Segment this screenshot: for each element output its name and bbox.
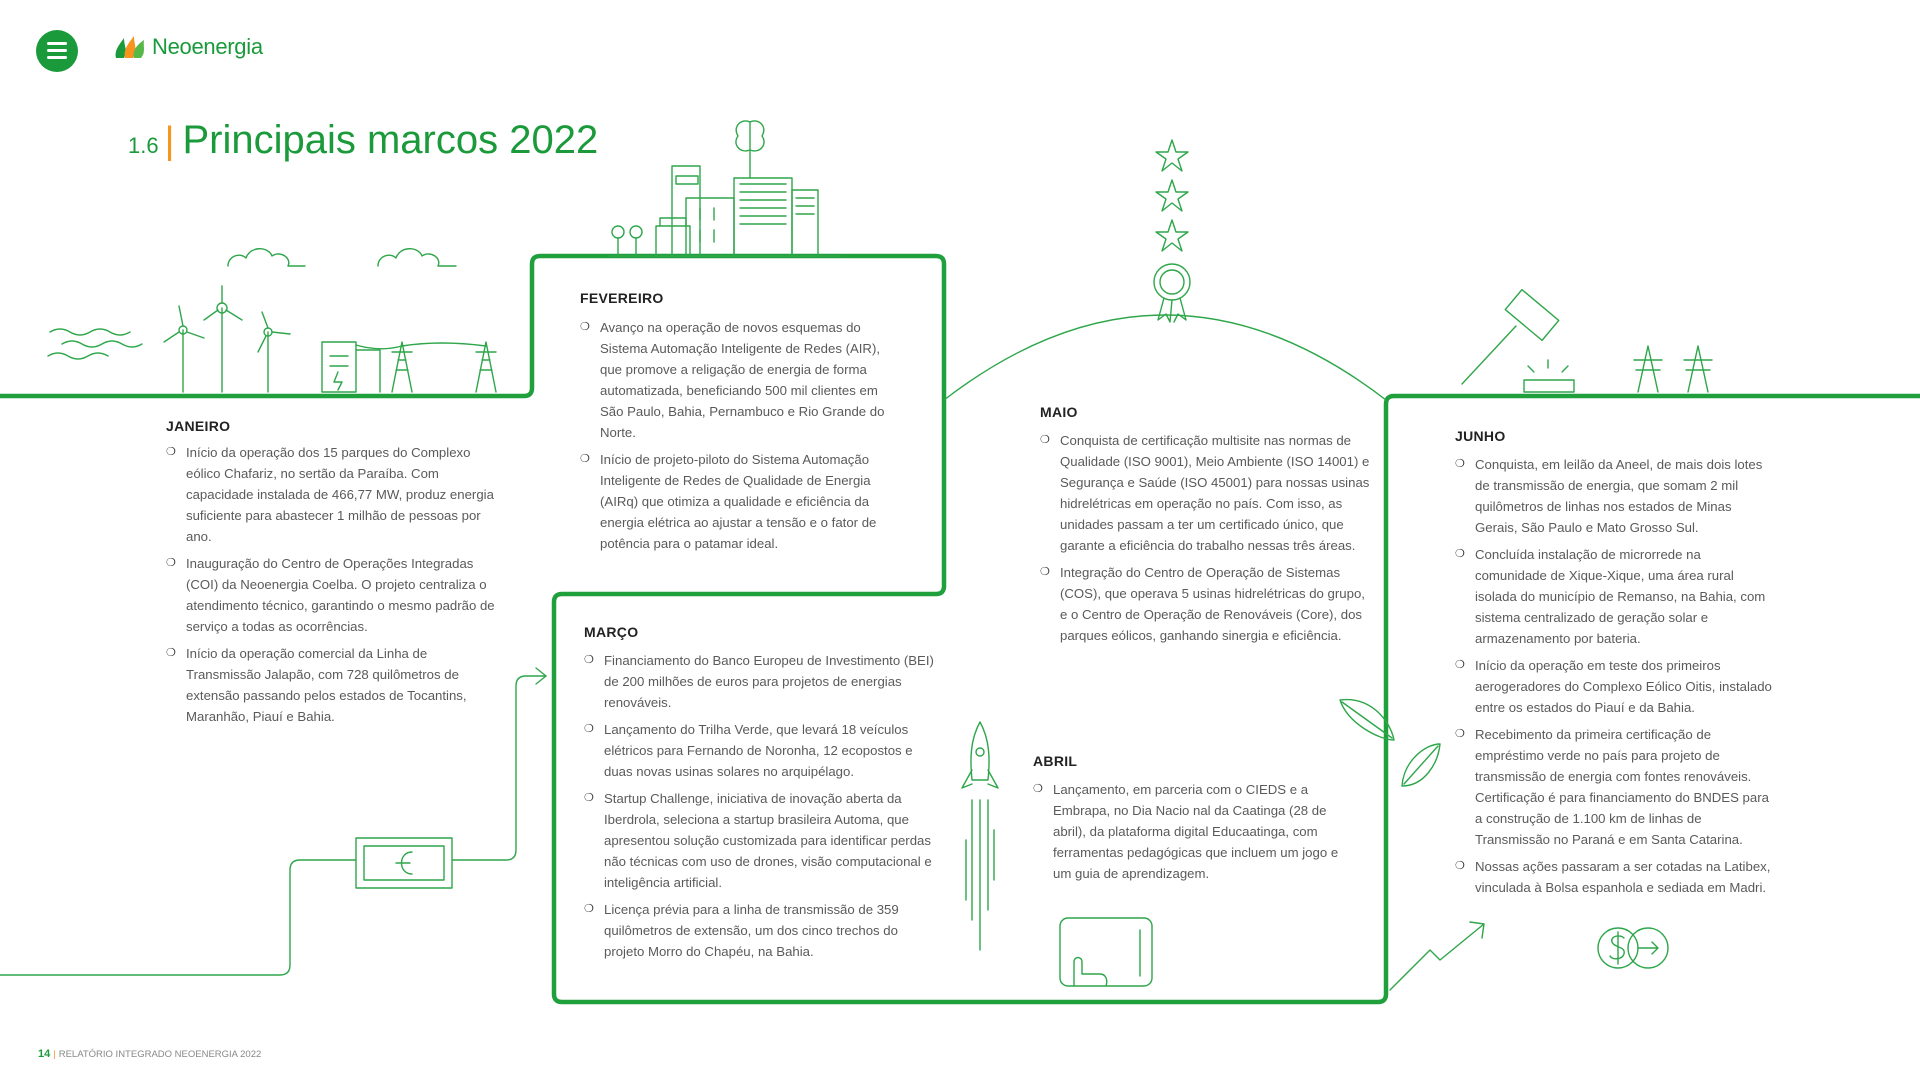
month-title-junho: JUNHO <box>1455 428 1506 444</box>
list-item: ❍ Concluída instalação de microrrede na comunidade de Xique-Xique, uma área rural isolada do município de Remanso, na Bahia, com sistema centralizado de geração solar e armazenamento por bateria. <box>1455 544 1775 649</box>
wind-turbine-icon <box>258 312 290 392</box>
wind-turbine-icon <box>204 286 242 392</box>
fevereiro-list <box>580 317 890 560</box>
wind-turbine-icon <box>164 306 204 392</box>
junho-list <box>1455 454 1775 904</box>
section-number: 1.6 <box>128 133 159 158</box>
list-item: ❍ Lançamento, em parceria com o CIEDS e a Embrapa, no Dia Nacio nal da Caatinga (28 de abril), da plataforma digital Educaatinga, com ferramentas pedagógicas que incluem um jogo e um guia de aprendizagem. <box>1033 779 1357 884</box>
list-item: ❍ Início da operação comercial da Linha de Transmissão Jalapão, com 728 quilômetros de extensão passando pelos estados de Tocantins, Maranhão, Piauí e Bahia. <box>166 643 496 727</box>
star-icon <box>1156 180 1188 211</box>
list-item: ❍ Integração do Centro de Operação de Sistemas (COS), que operava 5 usinas hidrelétricas do grupo, e o Centro de Operação de Renováveis (Core), dos parques eólicos, ganhando sinergia e eficiência. <box>1040 562 1370 646</box>
list-item: ❍ Início da operação dos 15 parques do Complexo eólico Chafariz, no sertão da Paraíba. Com capacidade instalada de 466,77 MW, produz energia suficiente para abastecer 1 milhão de pessoas por ano. <box>166 442 496 547</box>
gavel-icon <box>1462 290 1574 392</box>
month-title-janeiro: JANEIRO <box>166 418 231 434</box>
list-item: ❍ Recebimento da primeira certificação de empréstimo verde no país para projeto de transmissão de energia com fontes renováveis. Certificação é para financiamento do BNDES para a construção de 1.100 km de linhas de Transmissão no Paraná e em Santa Catarina. <box>1455 724 1775 850</box>
list-item: ❍ Licença prévia para a linha de transmissão de 359 quilômetros de extensão, um dos cinco trechos do projeto Morro do Chapéu, na Bahia. <box>584 899 940 962</box>
maio-list <box>1040 430 1370 652</box>
section-title: Principais marcos 2022 <box>182 118 599 162</box>
list-item: ❍ Início da operação em teste dos primeiros aerogeradores do Complexo Eólico Oitis, instalado entre os estados do Piauí e da Bahia. <box>1455 655 1775 718</box>
money-icon <box>356 838 452 888</box>
star-icon <box>1156 140 1188 171</box>
growth-arrow-icon <box>1390 922 1484 990</box>
janeiro-list <box>166 442 496 733</box>
list-item: ❍ Conquista de certificação multisite nas normas de Qualidade (ISO 9001), Meio Ambiente (ISO 14001) e Segurança e Saúde (ISO 45001) para nossas usinas hidrelétricas em operação no país. Com isso, as unidades passam a ter um certificado único, que garante a eficiência do trabalho nessas três áreas. <box>1040 430 1370 556</box>
list-item: ❍ Financiamento do Banco Europeu de Investimento (BEI) de 200 milhões de euros para projetos de energias renováveis. <box>584 650 940 713</box>
leaf-icon <box>1402 744 1440 786</box>
brain-icon <box>736 121 764 151</box>
dollar-coin-icon <box>1598 928 1668 968</box>
title-divider: | <box>164 120 175 162</box>
month-title-abril: ABRIL <box>1033 753 1078 769</box>
transmission-tower-icon <box>1634 346 1662 392</box>
cloud-icon <box>228 249 305 266</box>
brand-name: Neoenergia <box>152 34 263 59</box>
list-item: ❍ Avanço na operação de novos esquemas do Sistema Automação Inteligente de Redes (AIR), que promove a religação de energia de forma automatizada, beneficiando 500 mil clientes em São Paulo, Bahia, Pernambuco e Rio Grande do Norte. <box>580 317 890 443</box>
list-item: ❍ Nossas ações passaram a ser cotadas na Latibex, vinculada à Bolsa espanhola e sediada em Madri. <box>1455 856 1775 898</box>
page-number: 14 <box>38 1048 51 1060</box>
city-icon <box>610 121 840 256</box>
month-title-marco: MARÇO <box>584 624 639 640</box>
tablet-icon <box>1060 918 1152 986</box>
waves-icon <box>48 329 142 359</box>
cloud-icon <box>378 249 456 266</box>
footer-divider: | <box>53 1049 56 1060</box>
transmission-tower-icon <box>1684 346 1712 392</box>
transmission-tower-icon <box>392 342 412 392</box>
page-footer <box>38 1048 261 1060</box>
list-item: ❍ Conquista, em leilão da Aneel, de mais dois lotes de transmissão de energia, que somam 2 mil quilômetros de linhas nos estados de Minas Gerais, São Paulo e Mato Grosso Sul. <box>1455 454 1775 538</box>
report-name: RELATÓRIO INTEGRADO NEOENERGIA 2022 <box>58 1049 262 1060</box>
abril-list <box>1033 779 1357 890</box>
list-item: ❍ Início de projeto-piloto do Sistema Automação Inteligente de Redes de Qualidade de Energia (AIRq) que otimiza a qualidade e eficiência da energia elétrica ao ajustar a tensão e o fator de potência para o patamar ideal. <box>580 449 890 554</box>
transmission-tower-icon <box>476 342 496 392</box>
rocket-icon <box>962 722 998 950</box>
list-item: ❍ Lançamento do Trilha Verde, que levará 18 veículos elétricos para Fernando de Noronha, 12 ecopostos e duas novas usinas solares no arquipélago. <box>584 719 940 782</box>
dome-arch <box>944 315 1386 400</box>
star-icon <box>1156 220 1188 251</box>
list-item: ❍ Inauguração do Centro de Operações Integradas (COI) da Neoenergia Coelba. O projeto centraliza o atendimento técnico, garantindo o mesmo padrão de serviço a todas as ocorrências. <box>166 553 496 637</box>
month-title-maio: MAIO <box>1040 404 1078 420</box>
medal-icon <box>1154 264 1190 322</box>
list-item: ❍ Startup Challenge, iniciativa de inovação aberta da Iberdrola, seleciona a startup brasileira Automa, que apresentou solução customizada para identificar perdas não técnicas com uso de drones, visão computacional e inteligência artificial. <box>584 788 940 893</box>
marco-list <box>584 650 940 968</box>
month-title-fevereiro: FEVEREIRO <box>580 290 664 306</box>
substation-icon <box>322 342 380 392</box>
